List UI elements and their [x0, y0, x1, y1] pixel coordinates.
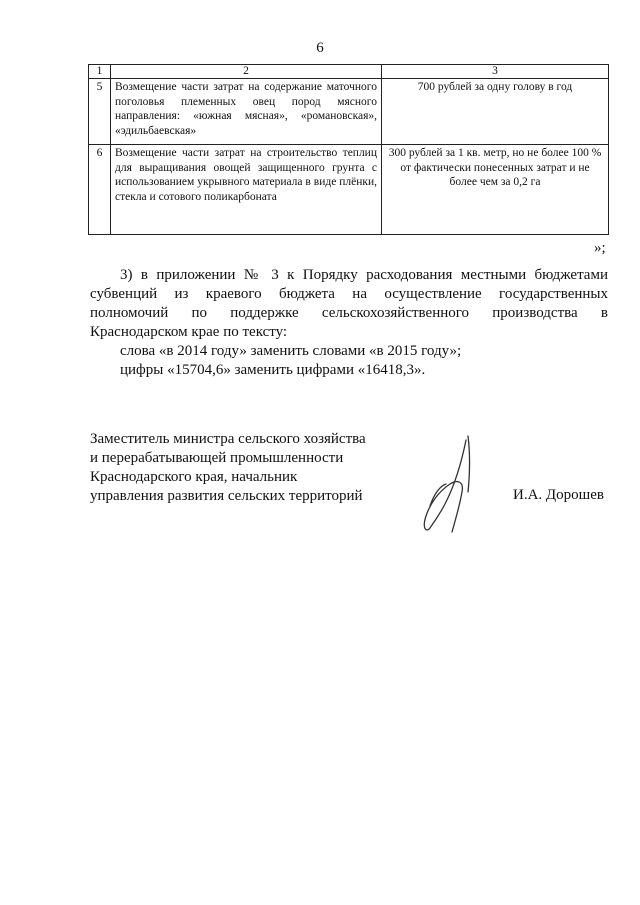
signatory-title-line: Краснодарского края, начальник [90, 469, 298, 485]
column-header-3: 3 [382, 65, 609, 79]
signatory-name: И.А. Дорошев [513, 487, 604, 503]
table-row [89, 145, 609, 235]
row-amount: 300 рублей за 1 кв. метр, но не более 100 % от фактически понесенных затрат и не более чем за 0,2 га [382, 145, 609, 235]
amendment-line-numbers: цифры «15704,6» заменить цифрами «16418,3». [120, 362, 426, 378]
table-header-row [89, 65, 609, 79]
row-description: Возмещение части затрат на содержание маточного поголовья племенных овец пород мясного направления: «южная мясная», «романовская», «эдильбаевская» [111, 79, 382, 145]
row-number: 6 [89, 145, 111, 235]
signatory-title-line: Заместитель министра сельского хозяйства [90, 431, 366, 447]
page-number: 6 [316, 40, 324, 56]
handwritten-signature [416, 432, 494, 542]
annex-table [88, 64, 609, 235]
table-row [89, 79, 609, 145]
amendment-paragraph: 3) в приложении № 3 к Порядку расходования местными бюджетами субвенций из краевого бюджета на осуществление государственных полномочий по поддержке сельскохозяйственного производства в Краснодарском крае по тексту: [90, 267, 608, 340]
row-amount: 700 рублей за одну голову в год [382, 79, 609, 145]
column-header-2: 2 [111, 65, 382, 79]
column-header-1: 1 [89, 65, 111, 79]
amendment-section [90, 266, 608, 380]
row-description: Возмещение части затрат на строительство теплиц для выращивания овощей защищенного грунта с использованием укрывного материала в виде плёнки, стекла и сотового поликарбоната [111, 145, 382, 235]
signatory-title-line: и перерабатывающей промышленности [90, 450, 344, 466]
closing-quote: »; [594, 240, 606, 256]
signatory-title [90, 430, 420, 506]
row-number: 5 [89, 79, 111, 145]
signatory-title-line: управления развития сельских территорий [90, 488, 363, 504]
amendment-line-words: слова «в 2014 году» заменить словами «в 2015 году»; [120, 343, 462, 359]
